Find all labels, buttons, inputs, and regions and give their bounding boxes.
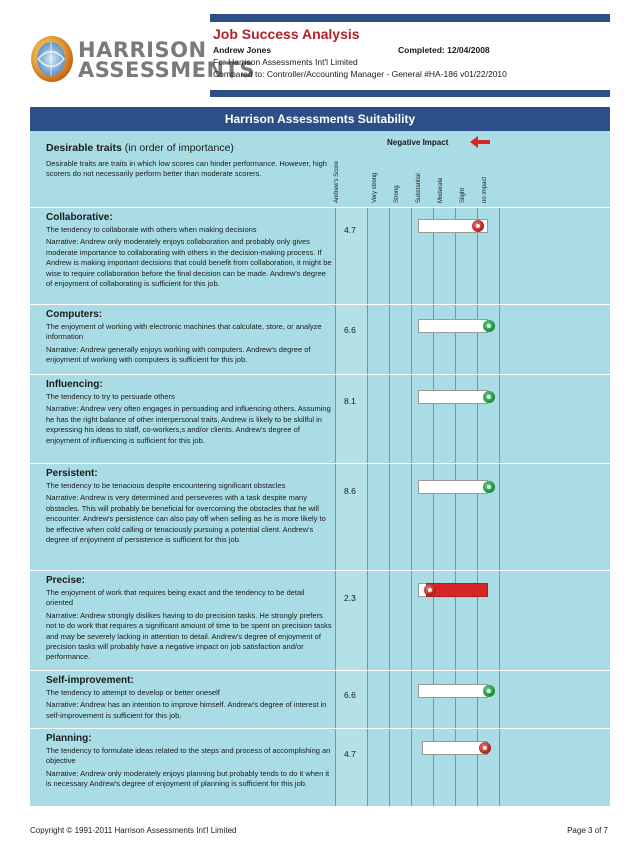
trait-text <box>46 481 333 547</box>
trait-narrative: Narrative: Andrew very often engages in persuading and influencing others. Assuming he has the right balance of other interpersonal traits, Andrew is likely to be skillful in expressing his ideas to staff, co-workers,s and/or clients. Andrew's degree of enjoyment of influencing is sufficient for this job. <box>46 404 331 445</box>
trait-row-self-improvement <box>30 670 610 728</box>
trait-score: 4.7 <box>344 225 356 235</box>
trait-row-persistent <box>30 463 610 570</box>
trait-name: Computers: <box>46 309 103 320</box>
logo-text-harrison: HARRISON <box>78 38 207 62</box>
trait-narrative: Narrative: Andrew only moderately enjoys planning but probably tends to do it when it is necessary Andrew's degree of enjoyment of planning is sufficient for this job. <box>46 768 330 789</box>
impact-marker-icon <box>483 481 495 493</box>
trait-text <box>46 688 333 723</box>
globe-logo-icon <box>30 34 74 84</box>
logo-text-assessments: ASSESSMENTS <box>78 58 255 82</box>
trait-text <box>46 588 333 665</box>
impact-marker-icon <box>483 391 495 403</box>
header-top-rule <box>210 14 610 22</box>
suitability-panel <box>30 107 610 806</box>
table-header <box>30 131 610 207</box>
footer-page-number: Page 3 of 7 <box>567 826 608 835</box>
trait-score: 6.6 <box>344 690 356 700</box>
trait-text <box>46 225 333 291</box>
trait-row-planning <box>30 728 610 806</box>
column-header-slight: Slight <box>460 187 466 203</box>
footer-copyright: Copyright © 1991-2011 Harrison Assessments Int'l Limited <box>30 826 237 835</box>
trait-score: 8.1 <box>344 396 356 406</box>
column-header-no-impact: no impact <box>482 176 488 203</box>
left-arrow-icon <box>470 136 490 148</box>
trait-row-influencing <box>30 374 610 463</box>
impact-marker-icon <box>472 220 484 232</box>
completed-date: Completed: 12/04/2008 <box>398 45 490 55</box>
trait-name: Influencing: <box>46 379 103 390</box>
impact-marker-icon <box>483 685 495 697</box>
traits-subtitle: (in order of importance) <box>124 142 234 154</box>
trait-definition: The enjoyment of work that requires being exact and the tendency to be detail oriented <box>46 588 305 608</box>
trait-row-precise <box>30 570 610 670</box>
column-header-score: Andrew's Score <box>334 161 340 203</box>
trait-name: Persistent: <box>46 468 98 479</box>
trait-name: Self-improvement: <box>46 675 134 686</box>
trait-narrative: Narrative: Andrew strongly dislikes having to do precision tasks. He strongly prefers not to do work that requires a significant amount of time to be spent on precision tasks and may be severely lacking in attention to detail. Andrew's degree of enjoyment of precision tasks will probably have a negative impact on job satisfaction and/or performance. <box>46 610 332 662</box>
column-header-substantial: Substantial <box>416 173 422 203</box>
compared-line: Compared to: Controller/Accounting Manager - General #HA-186 v01/22/2010 <box>213 69 507 79</box>
impact-bar <box>418 319 488 333</box>
company-line: For Harrison Assessments Int'l Limited <box>213 57 358 67</box>
page-title: Job Success Analysis <box>213 26 360 42</box>
trait-score: 8.6 <box>344 486 356 496</box>
negative-impact-label: Negative Impact <box>387 138 449 147</box>
column-header-strong: Strong <box>394 185 400 203</box>
impact-marker-icon <box>424 584 436 596</box>
trait-narrative: Narrative: Andrew only moderately enjoys collaboration and probably only gives moderate importance to collaborating with others in the decision-making process. If Andrew is making important decisions that could benefit from collaboration, it might be wise to require collaboration before the final decision can be made. Andrew's degree of enjoyment of collaborating is sufficient for this job. <box>46 237 332 289</box>
trait-narrative: Narrative: Andrew has an intention to improve himself. Andrew's degree of interest in self-improvement is sufficient for this job. <box>46 700 327 720</box>
trait-name: Precise: <box>46 575 85 586</box>
traits-description: Desirable traits are traits in which low scores can hinder performance. However, high scorers do not necessarily perform better than moderate scorers. <box>46 159 327 178</box>
trait-score: 2.3 <box>344 593 356 603</box>
trait-name: Collaborative: <box>46 212 113 223</box>
trait-text <box>46 746 333 792</box>
impact-marker-icon <box>483 320 495 332</box>
impact-bar <box>418 684 488 698</box>
column-header-very-strong: Very strong <box>372 172 378 203</box>
impact-bar <box>418 390 488 404</box>
trait-definition: The tendency to collaborate with others when making decisions <box>46 225 257 234</box>
trait-text <box>46 392 333 448</box>
trait-name: Planning: <box>46 733 92 744</box>
trait-definition: The tendency to formulate ideas related to the steps and process of accomplishing an objective <box>46 746 331 766</box>
report-title: Harrison Assessments Suitability <box>30 107 610 131</box>
candidate-name: Andrew Jones <box>213 45 272 55</box>
trait-score: 4.7 <box>344 749 356 759</box>
trait-narrative: Narrative: Andrew generally enjoys working with computers. Andrew's degree of enjoyment of working with computers is sufficient for this job. <box>46 344 311 365</box>
trait-row-collaborative <box>30 207 610 304</box>
header-bottom-rule <box>210 90 610 97</box>
trait-definition: The enjoyment of working with electronic machines that calculate, store, or analyze information <box>46 322 322 342</box>
column-header-moderate: Moderate <box>438 177 444 203</box>
trait-definition: The tendency to try to persuade others <box>46 392 175 401</box>
trait-narrative: Narrative: Andrew is very determined and perseveres with a task despite many obstacles. This will probably be beneficial for overcoming the obstacles that he will encounter. Andrew's persistence can also pay off when selling as he is more likely to be effective when cold calling or tenaciously pursuing a potential client. Andrew's degree of enjoyment of persistence is sufficient for this job. <box>46 493 326 545</box>
impact-marker-icon <box>479 742 491 754</box>
traits-heading <box>46 142 234 154</box>
trait-row-computers <box>30 304 610 374</box>
impact-bar <box>418 480 488 494</box>
trait-definition: The tendency to be tenacious despite encountering significant obstacles <box>46 481 286 490</box>
traits-title: Desirable traits <box>46 142 122 154</box>
trait-text <box>46 322 333 368</box>
trait-definition: The tendency to attempt to develop or better oneself <box>46 688 220 697</box>
trait-score: 6.6 <box>344 325 356 335</box>
